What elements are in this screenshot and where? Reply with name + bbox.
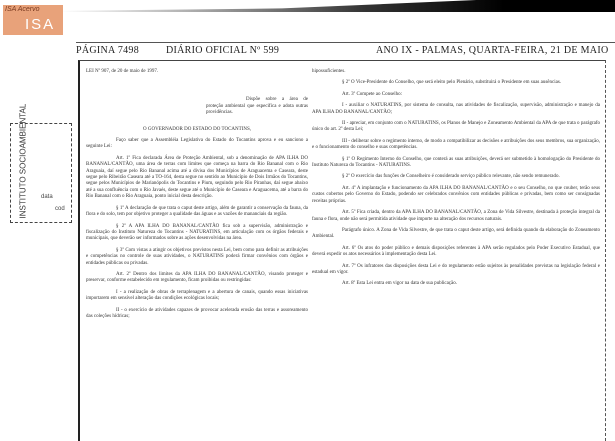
edition-date: ANO IX - PALMAS, QUARTA-FEIRA, 21 DE MAIO [376,45,609,56]
article-8: Art. 8º Esta Lei entra em vigor na data de sua publicação. [342,281,457,287]
item-1: I - auxiliar o NATURATINS, por sistema de consulta, nas atividades de fiscalização, supervisão, administração e manejo da APA ILHA DO BANANAL/CANTÃO; [312,103,600,115]
stamp-text: INSTITUTO SOCIOAMBIENTAL [18,103,28,219]
paragraph-2: § 2º A APA ILHA DO BANANAL/CANTÃO fica sob a supervisão, administração e fiscalização do Instituto Natureza do Tocantins - NATURATINS, em articulação com os órgãos federais e municipais, que deverão ser informados sobre as ações desenvolvidas na área. [86,223,308,242]
stamp-date: data [41,194,53,200]
scan-edge-shadow [60,0,615,12]
right-column [312,69,600,293]
article-2: Art. 2º Dentro dos limites da APA ILHA DO BANANAL/CANTÃO, visando proteger e preservar, conforme estabelecido em regulamento, ficam proibidas ou restringidas: [86,271,308,284]
paragraph-3: § 1º O Regimento Interno do Conselho, que conterá as suas atribuições, deverá ser submetido à homologação do Presidente do Instituto Natureza do Tocantins - NATURATINS. [312,156,600,169]
page-header [76,42,615,57]
continuation-text: hipossuficientes. [312,69,346,74]
publication-title: DIÁRIO OFICIAL Nº 599 [166,45,280,56]
stamp-code: cod [55,206,65,212]
isa-acervo-logo [3,5,63,35]
page-number: PÁGINA 7498 [76,45,140,56]
law-title: LEI Nº 907, de 20 de maio de 1997. [86,69,159,74]
logo-small-text: ISA Acervo [5,6,40,13]
paragraph-1: § 1º A declaração de que trata o caput deste artigo, além de garantir a conservação da fauna, da flora e do solo, tem por objetivo proteger a qualidade das águas e as vazões de mananciais da região. [86,205,308,218]
item-2: II - apreciar, em conjunto com o NATURATINS, os Planos de Manejo e Zoneamento Ambiental da APA de que trata o parágrafo único do art. 2º desta Lei; [312,121,600,133]
left-column [86,69,308,325]
article-6: Art. 6º Os atos do poder público e demais disposições referentes à APA serão regulados pelo Poder Executivo Estadual, que deverá expedir os atos necessários à implementação desta Lei. [312,245,600,258]
item-1: I - a realização de obras de terraplenagem e a abertura de canais, quando essas iniciativas importarem em sensível alteração das condições ecológicas locais; [86,289,308,302]
intro-paragraph: Faço saber que a Assembléia Legislativa do Estado do Tocantins aprova e eu sanciono a seguinte Lei: [86,138,308,150]
archive-stamp [10,103,72,223]
logo-big-text: ISA [25,16,56,33]
paragraph-3: § 3º Com vistas a atingir os objetivos previstos nesta Lei, bem como para definir as atribuições e competências no controle de suas atividades, o NATURATINS poderá firmar convênios com órgãos e entidades públicas ou privadas. [86,247,308,266]
paragraph-2: § 2º O Vice-Presidente do Conselho, que será eleito pelo Plenário, substituirá o Presidente em suas ausências. [342,80,562,86]
item-2: II - o exercício de atividades capazes de provocar acelerada erosão das terras e assoreamento das coleções hídricas; [86,307,308,319]
governor-line: O GOVERNADOR DO ESTADO DO TOCANTINS, [142,126,252,132]
article-7: Art. 7º Os infratores das disposições desta Lei e do regulamento estão sujeitos às penalidades previstas na legislação federal e estadual em vigor. [312,263,600,275]
item-3: III - deliberar sobre o regimento interno, de modo a compatibilizar as decisões e atribuições dos seus membros, sua organização, e o funcionamento do conselho e suas competências. [312,138,600,151]
document-body [78,60,606,441]
paragraph-4: § 2º O exercício das funções de Conselheiro é considerado serviço público relevante, não sendo remunerado. [342,174,560,180]
article-1: Art. 1º Fica declarada Área de Proteção Ambiental, sob a denominação de APA ILHA DO BANANAL/CANTÃO, uma área de terras com limites que começa na barra do Rio Bananal com o Rio Araguaia, daí segue pelo Rio Bananal acima até a divisa dos Municípios de Araguacema e Caseara, deste segue pelo Ribeirão Caseara até a TO-164, desta segue no sentido ao Município de Dois Irmãos do Tocantins, segue pelos Municípios de Marianópolis do Tocantins e Pium, seguindo pelo Rio Piranhas, daí segue abaixo até a sua confluência com o Rio Javaés, deste segue até o Município de Caseara e Araguacema, até a barra do Rio Bananal com o Rio Araguaia, ponto inicial desta descrição. [86,155,308,200]
article-5: Art. 5º Fica criada, dentro da APA ILHA DO BANANAL/CANTÃO, a Zona de Vida Silvestre, destinada à proteção integral da fauna e flora, onde não será permitida atividade que importe na alteração dos recursos naturais. [312,210,600,222]
article-3: Art. 3º Compete ao Conselho: [342,91,403,97]
article-4: Art. 4º A implantação e funcionamento da APA ILHA DO BANANAL/CANTÃO e o seu Conselho, no que couber, terão seus custos cobertos pelo Governo do Estado, podendo ser celebrados convênios com entidades públicas e privadas, bem como ser consignadas receitas próprias. [312,185,600,204]
paragraph-5: Parágrafo único. A Zona de Vida Silvestre, de que trata o caput deste artigo, será definida quando da elaboração do Zoneamento Ambiental. [312,227,600,240]
ementa: Dispõe sobre a área de proteção ambiental que especifica e adota outras providências. [206,97,308,116]
